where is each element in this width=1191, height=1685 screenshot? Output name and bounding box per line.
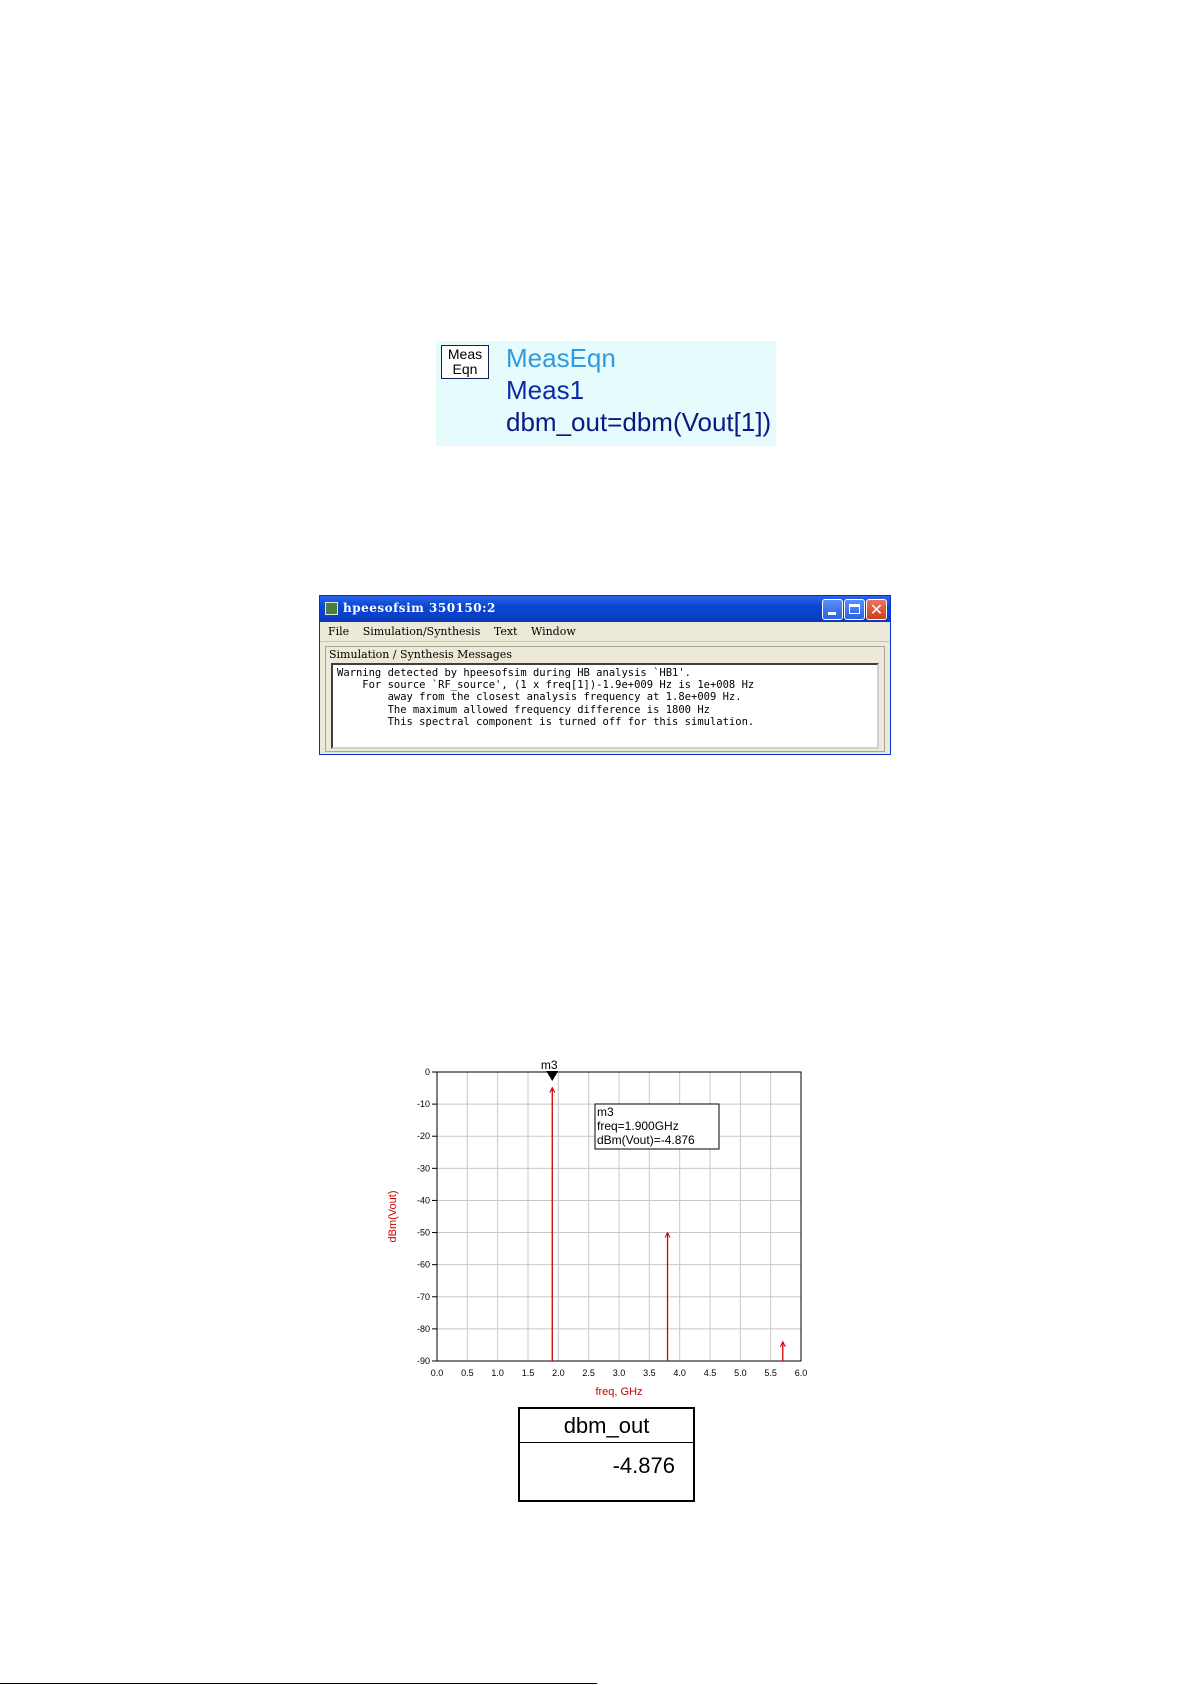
meas-component-type: MeasEqn — [506, 343, 616, 373]
x-tick-label: 4.0 — [673, 1368, 686, 1378]
x-tick-label: 2.5 — [582, 1368, 595, 1378]
meas-instance-name: Meas1 — [506, 375, 585, 405]
result-table — [518, 1407, 695, 1502]
meas-eqn-text — [506, 342, 771, 438]
messages-panel-label: Simulation / Synthesis Messages — [329, 648, 512, 661]
hpeesofsim-window — [319, 595, 891, 755]
x-tick-label: 0.0 — [430, 1368, 444, 1378]
menu-bar — [320, 622, 890, 642]
y-tick-label: -90 — [416, 1356, 430, 1366]
meas-equation: dbm_out=dbm(Vout[1]) — [506, 407, 772, 437]
messages-panel — [325, 646, 885, 752]
message-line: For source `RF_source', (1 x freq[1])-1.9e+009 Hz is 1e+008 Hz — [337, 679, 755, 692]
app-icon — [325, 602, 338, 615]
x-axis-label: freq, GHz — [595, 1386, 643, 1398]
menu-text[interactable]: Text — [493, 625, 518, 638]
spectrum-chart — [380, 1058, 820, 1398]
marker-name: m3 — [540, 1058, 558, 1072]
minimize-icon — [828, 612, 836, 615]
x-tick-label: 6.0 — [794, 1368, 808, 1378]
y-axis-label: dBm(Vout) — [387, 1190, 399, 1243]
menu-window[interactable]: Window — [530, 625, 576, 638]
y-tick-label: 0 — [424, 1067, 430, 1077]
marker-triangle — [546, 1071, 558, 1081]
message-line: The maximum allowed frequency difference is 1800 Hz — [337, 703, 710, 716]
marker-readout-line: m3 — [597, 1105, 614, 1119]
menu-file[interactable]: File — [328, 625, 350, 638]
meas-eqn-icon — [441, 345, 489, 379]
maximize-button[interactable] — [844, 599, 865, 620]
maximize-icon — [849, 604, 860, 614]
meas-icon-line2: Eqn — [452, 361, 478, 377]
footnote-rule — [0, 1683, 597, 1684]
x-tick-label: 3.5 — [643, 1368, 656, 1378]
marker-readout-line: dBm(Vout)=-4.876 — [597, 1133, 695, 1147]
message-line: This spectral component is turned off for this simulation. — [337, 715, 755, 728]
message-line: Warning detected by hpeesofsim during HB analysis `HB1'. — [337, 667, 692, 679]
minimize-button[interactable] — [822, 599, 843, 620]
result-table-header: dbm_out — [520, 1409, 693, 1443]
result-table-value: -4.876 — [612, 1453, 675, 1478]
window-title: hpeesofsim 350150:2 — [343, 601, 496, 615]
x-tick-label: 0.5 — [461, 1368, 474, 1378]
y-tick-label: -10 — [416, 1099, 430, 1110]
x-tick-label: 2.0 — [552, 1368, 565, 1378]
menu-simulation-synthesis[interactable]: Simulation/Synthesis — [362, 625, 481, 638]
x-tick-label: 3.0 — [612, 1368, 626, 1378]
messages-textarea[interactable] — [331, 663, 879, 749]
close-icon: ✕ — [869, 600, 884, 619]
y-tick-label: -40 — [416, 1195, 430, 1206]
y-tick-label: -30 — [416, 1163, 430, 1174]
y-tick-label: -50 — [416, 1227, 430, 1238]
x-tick-label: 1.5 — [521, 1368, 535, 1378]
x-tick-label: 5.5 — [764, 1368, 777, 1378]
y-tick-label: -80 — [416, 1323, 430, 1334]
x-tick-label: 4.5 — [703, 1368, 717, 1378]
marker-readout-line: freq=1.900GHz — [597, 1119, 679, 1133]
y-tick-label: -20 — [416, 1131, 430, 1142]
spectrum-chart-svg — [380, 1058, 820, 1398]
close-button[interactable] — [866, 599, 887, 620]
message-line: away from the closest analysis frequency at 1.8e+009 Hz. — [337, 691, 742, 704]
y-tick-label: -60 — [416, 1259, 430, 1270]
x-tick-label: 1.0 — [491, 1368, 504, 1378]
meas-eqn-component[interactable] — [436, 341, 776, 446]
window-titlebar[interactable] — [320, 596, 890, 622]
meas-icon-line1: Meas — [447, 346, 483, 362]
y-tick-label: -70 — [416, 1291, 430, 1302]
x-tick-label: 5.0 — [734, 1368, 747, 1378]
